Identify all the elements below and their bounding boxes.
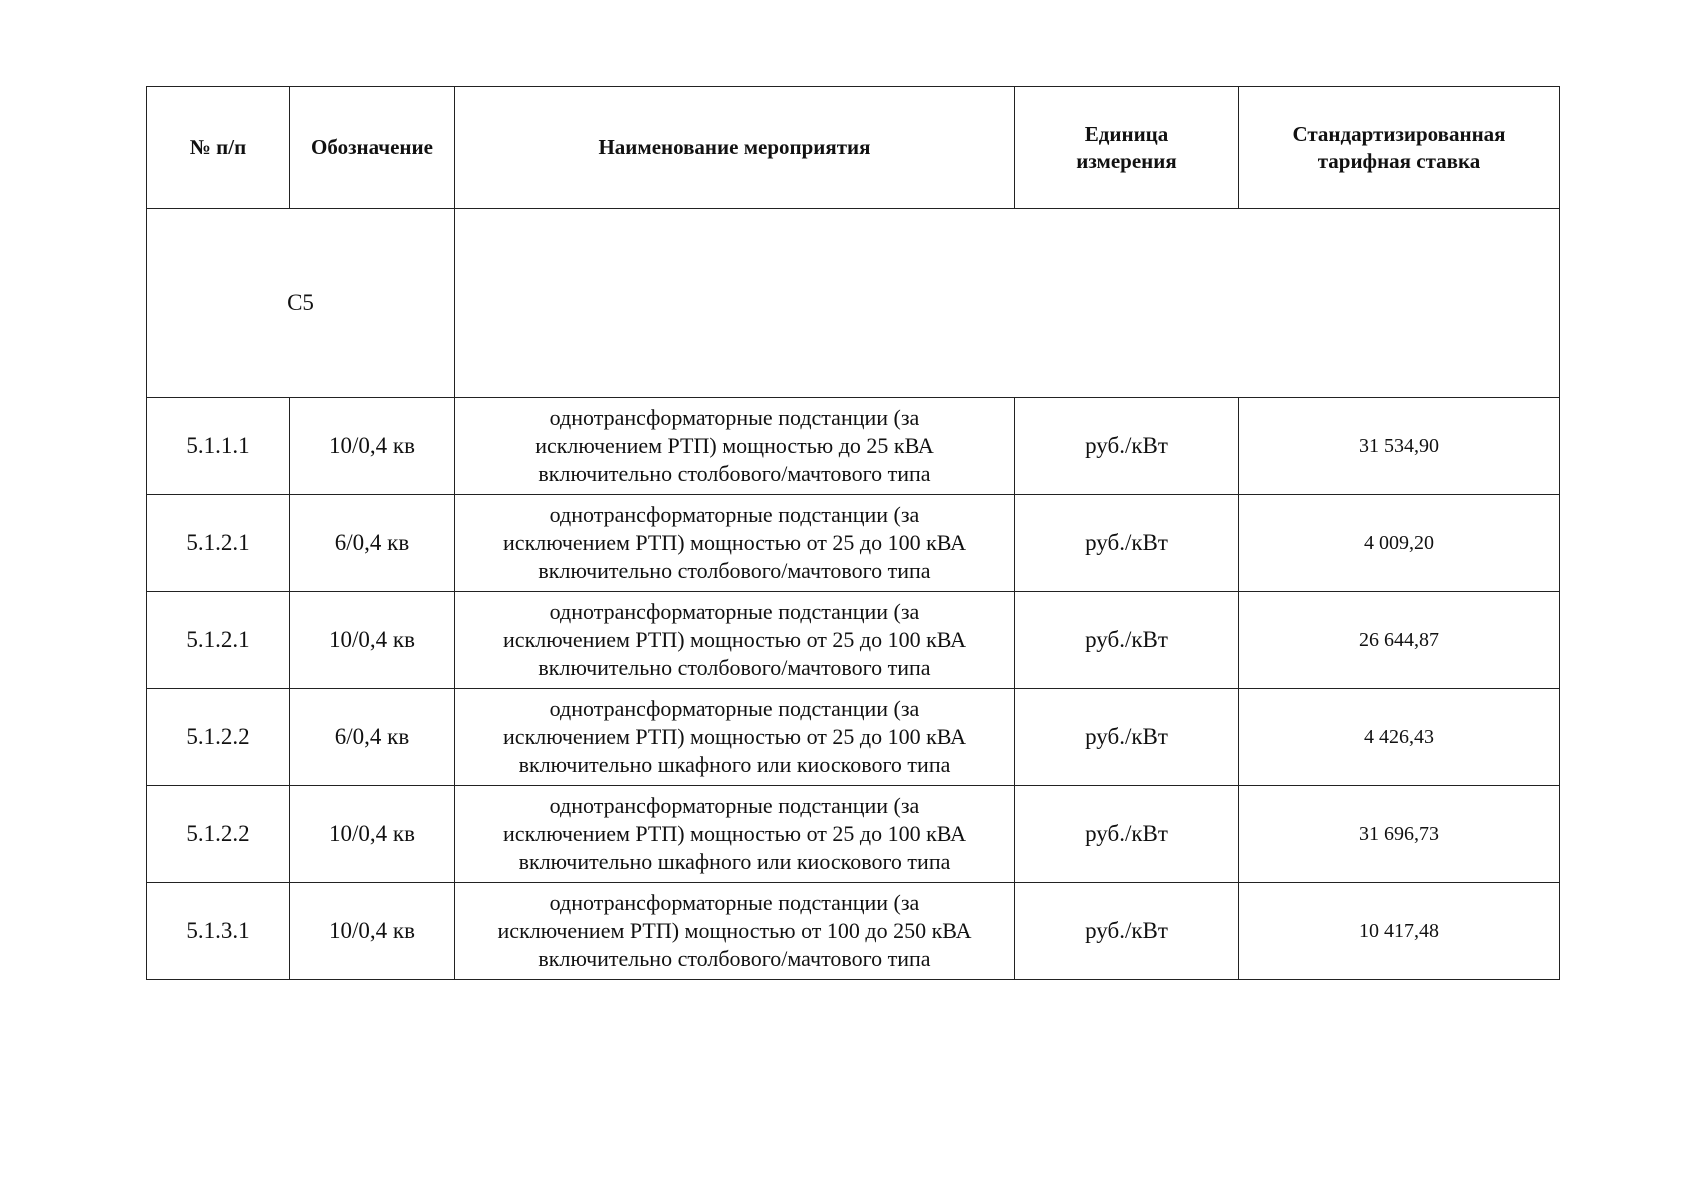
row-description-line1: однотрансформаторные подстанции (за <box>549 793 920 818</box>
row-description-line1: однотрансформаторные подстанции (за <box>549 890 920 915</box>
section-description <box>455 209 1560 398</box>
row-unit: руб./кВт <box>1015 398 1239 495</box>
header-unit-line2: измерения <box>1076 148 1177 173</box>
row-description-line2: исключением РТП) мощностью до 25 кВА <box>535 433 934 458</box>
row-description <box>455 495 1015 592</box>
row-designation: 6/0,4 кв <box>290 689 455 786</box>
row-designation: 10/0,4 кв <box>290 592 455 689</box>
header-number: № п/п <box>147 87 290 209</box>
row-description-line1: однотрансформаторные подстанции (за <box>549 405 920 430</box>
row-designation: 6/0,4 кв <box>290 495 455 592</box>
row-rate: 4 426,43 <box>1239 689 1560 786</box>
table-row <box>147 689 1560 786</box>
row-rate: 26 644,87 <box>1239 592 1560 689</box>
row-description-line1: однотрансформаторные подстанции (за <box>549 502 920 527</box>
row-description-line3: включительно столбового/мачтового типа <box>538 655 931 680</box>
row-description-line2: исключением РТП) мощностью от 25 до 100 кВА <box>503 724 966 749</box>
row-description-line3: включительно столбового/мачтового типа <box>538 461 931 486</box>
table-row <box>147 883 1560 980</box>
row-description <box>455 398 1015 495</box>
table-row <box>147 786 1560 883</box>
row-description-line3: включительно столбового/мачтового типа <box>538 558 931 583</box>
table-header-row <box>147 87 1560 209</box>
tariff-table <box>146 86 1560 980</box>
row-description-line3: включительно шкафного или киоскового типа <box>518 849 951 874</box>
header-unit <box>1015 87 1239 209</box>
header-rate-line1: Стандартизированная <box>1292 121 1506 146</box>
row-unit: руб./кВт <box>1015 689 1239 786</box>
row-unit: руб./кВт <box>1015 592 1239 689</box>
row-rate: 4 009,20 <box>1239 495 1560 592</box>
row-number: 5.1.2.2 <box>147 786 290 883</box>
header-designation: Обозначение <box>290 87 455 209</box>
header-name: Наименование мероприятия <box>455 87 1015 209</box>
row-number: 5.1.3.1 <box>147 883 290 980</box>
row-description <box>455 883 1015 980</box>
table-row <box>147 398 1560 495</box>
table-row <box>147 592 1560 689</box>
row-description <box>455 592 1015 689</box>
row-description <box>455 689 1015 786</box>
section-code: С5 <box>147 209 455 398</box>
row-description-line1: однотрансформаторные подстанции (за <box>549 696 920 721</box>
row-description-line1: однотрансформаторные подстанции (за <box>549 599 920 624</box>
row-number: 5.1.2.2 <box>147 689 290 786</box>
section-row <box>147 209 1560 398</box>
row-description-line2: исключением РТП) мощностью от 25 до 100 кВА <box>503 627 966 652</box>
row-rate: 31 696,73 <box>1239 786 1560 883</box>
row-rate: 31 534,90 <box>1239 398 1560 495</box>
table-row <box>147 495 1560 592</box>
row-description-line2: исключением РТП) мощностью от 100 до 250 кВА <box>497 918 972 943</box>
row-number: 5.1.2.1 <box>147 592 290 689</box>
row-description <box>455 786 1015 883</box>
row-rate: 10 417,48 <box>1239 883 1560 980</box>
row-unit: руб./кВт <box>1015 786 1239 883</box>
row-description-line3: включительно шкафного или киоскового типа <box>518 752 951 777</box>
row-unit: руб./кВт <box>1015 495 1239 592</box>
row-number: 5.1.1.1 <box>147 398 290 495</box>
row-designation: 10/0,4 кв <box>290 398 455 495</box>
row-designation: 10/0,4 кв <box>290 883 455 980</box>
header-unit-line1: Единица <box>1084 121 1169 146</box>
header-rate-line2: тарифная ставка <box>1317 148 1481 173</box>
header-rate <box>1239 87 1560 209</box>
row-designation: 10/0,4 кв <box>290 786 455 883</box>
row-description-line2: исключением РТП) мощностью от 25 до 100 кВА <box>503 821 966 846</box>
row-number: 5.1.2.1 <box>147 495 290 592</box>
row-description-line3: включительно столбового/мачтового типа <box>538 946 931 971</box>
row-description-line2: исключением РТП) мощностью от 25 до 100 кВА <box>503 530 966 555</box>
row-unit: руб./кВт <box>1015 883 1239 980</box>
